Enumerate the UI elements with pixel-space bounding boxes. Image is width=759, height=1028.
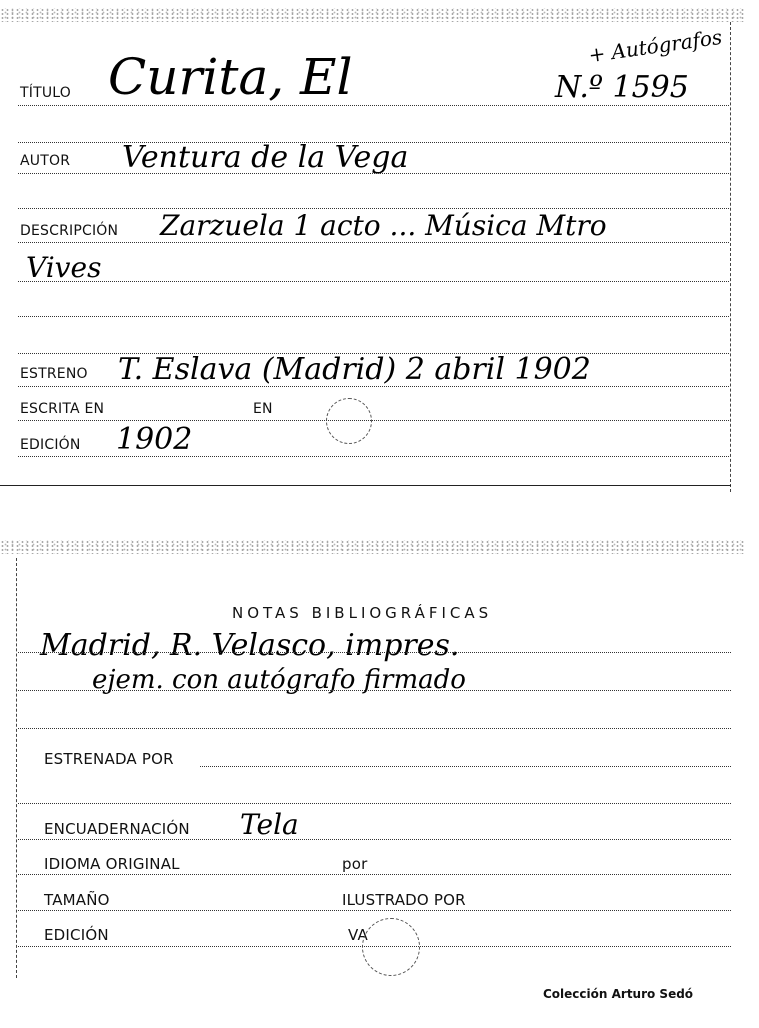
edicion-label: EDICIÓN [20, 437, 81, 453]
rule [18, 386, 729, 387]
card-right-edge [730, 22, 731, 492]
por-label: por [342, 855, 368, 873]
card-bottom-edge [0, 485, 731, 486]
rule [18, 839, 731, 840]
edicion-label-2: EDICIÓN [44, 926, 109, 944]
idioma-label: IDIOMA ORIGINAL [44, 855, 180, 873]
catalog-card-top [0, 8, 745, 493]
rule [18, 728, 731, 729]
rule [18, 803, 731, 804]
rule [18, 316, 729, 317]
rule [18, 652, 731, 653]
encuadernacion-value: Tela [240, 808, 299, 841]
autor-label: AUTOR [20, 153, 71, 169]
rule [18, 874, 731, 875]
descripcion-value-1: Zarzuela 1 acto ... Música Mtro [160, 209, 607, 242]
card-left-edge [16, 558, 17, 978]
notas-heading: NOTAS BIBLIOGRÁFICAS [232, 604, 493, 622]
estreno-label: ESTRENO [20, 366, 88, 382]
notas-line-2: ejem. con autógrafo firmado [92, 665, 466, 695]
collection-credit: Colección Arturo Sedó [543, 987, 694, 1001]
card-top-edge [0, 540, 745, 554]
titulo-value: Curita, El [108, 48, 353, 106]
card-top-edge [0, 8, 745, 22]
notas-line-1: Madrid, R. Velasco, impres. [40, 628, 460, 663]
catalog-card-bottom [0, 540, 745, 980]
rule [18, 173, 729, 174]
catalog-number: N.º 1595 [555, 70, 689, 105]
catalog-mark: + Autógrafos [586, 24, 724, 68]
rule [200, 766, 731, 767]
library-stamp [362, 918, 420, 976]
rule [18, 105, 729, 106]
descripcion-label: DESCRIPCIÓN [20, 223, 119, 239]
autor-value: Ventura de la Vega [122, 140, 409, 175]
rule [18, 946, 731, 947]
tamano-label: TAMAÑO [44, 891, 110, 909]
edicion-value: 1902 [116, 422, 193, 457]
encuadernacion-label: ENCUADERNACIÓN [44, 820, 190, 838]
rule [18, 281, 729, 282]
estreno-value: T. Eslava (Madrid) 2 abril 1902 [118, 352, 591, 387]
en-label: EN [253, 401, 273, 417]
rule [18, 420, 729, 421]
rule [18, 910, 731, 911]
valor-label: VA [348, 926, 368, 944]
rule [18, 456, 729, 457]
titulo-label: TÍTULO [20, 85, 71, 101]
estrenada-label: ESTRENADA POR [44, 750, 174, 768]
rule [18, 242, 729, 243]
descripcion-value-2: Vives [26, 251, 102, 284]
library-stamp [326, 398, 372, 444]
escrita-label: ESCRITA EN [20, 401, 105, 417]
ilustrado-label: ILUSTRADO POR [342, 891, 466, 909]
rule [18, 690, 731, 691]
